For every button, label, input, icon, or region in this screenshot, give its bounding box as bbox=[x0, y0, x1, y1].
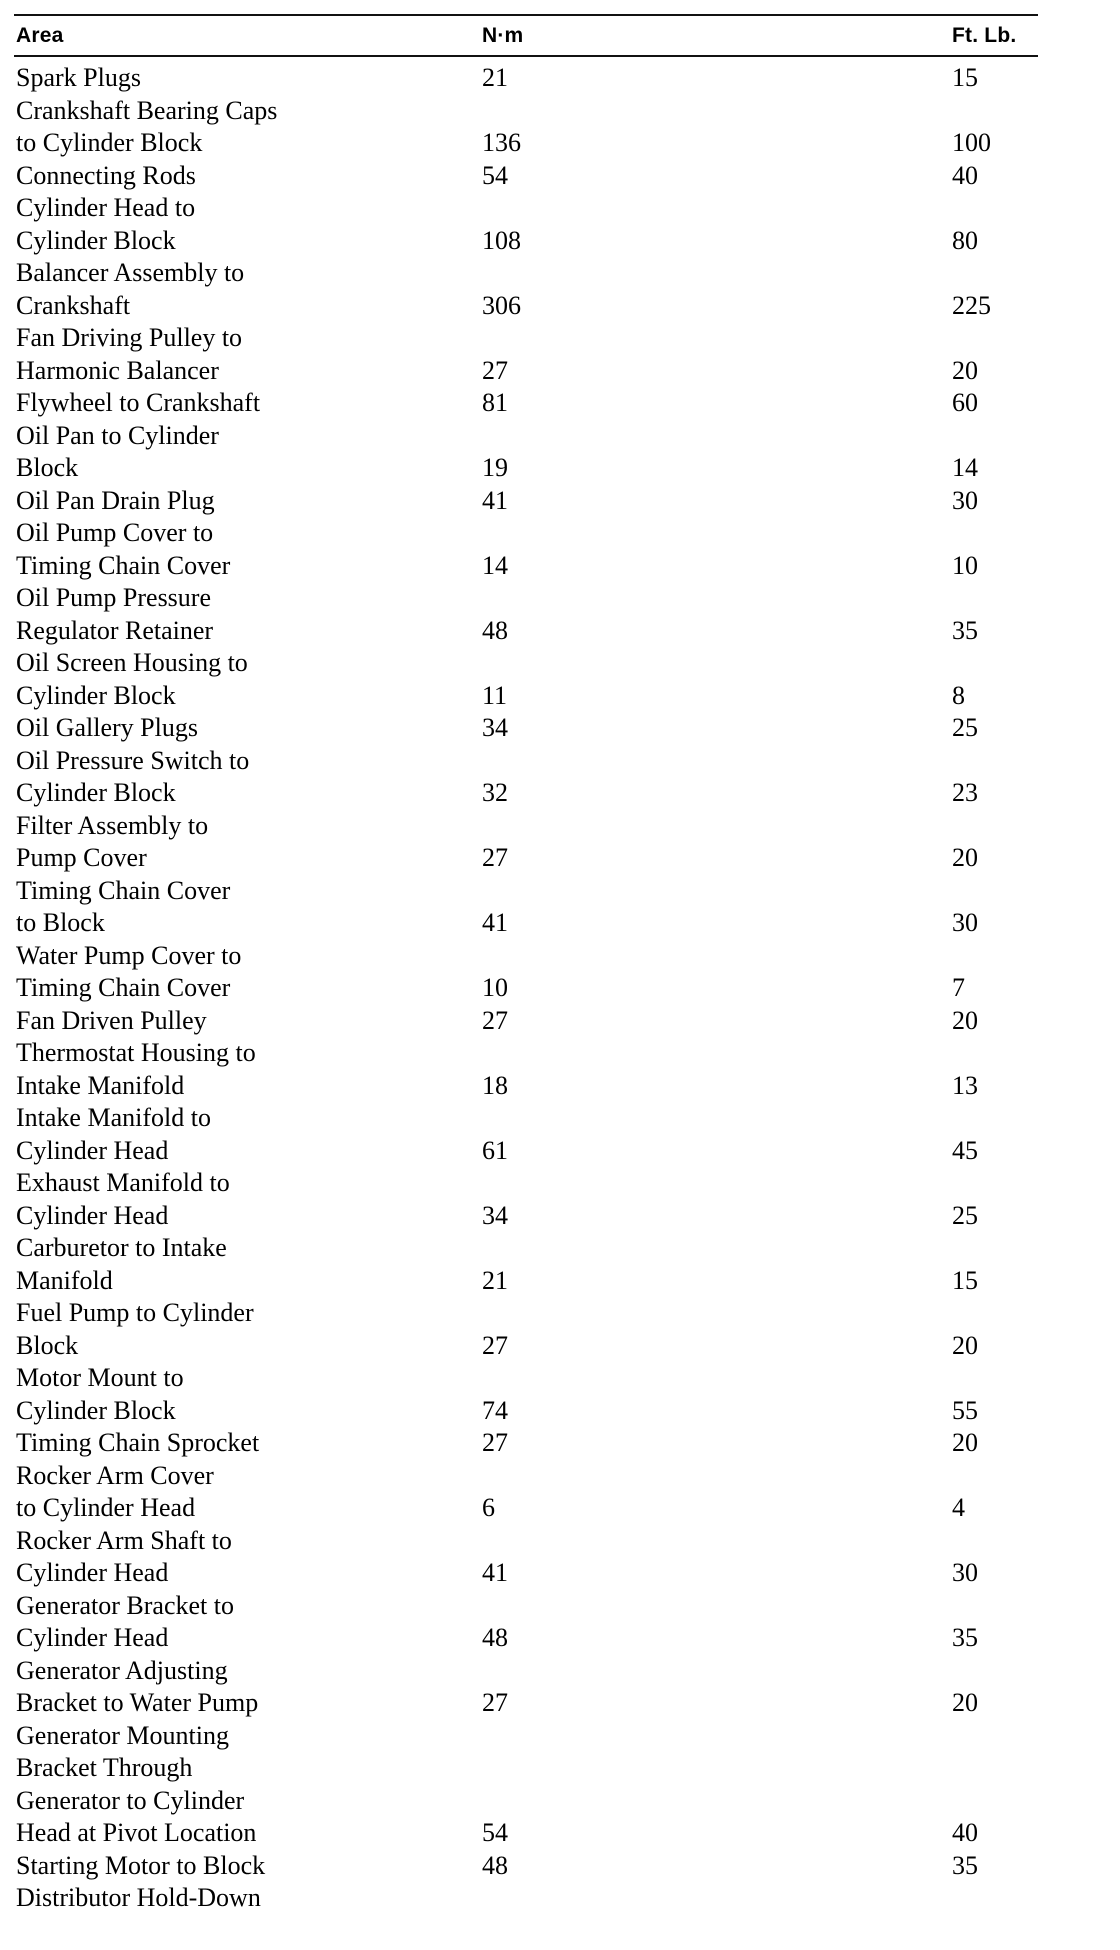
newton-meters-cell: 27 bbox=[482, 843, 508, 872]
area-text-line: to Cylinder Block bbox=[16, 128, 203, 157]
area-text-line: Generator to Cylinder bbox=[16, 1785, 245, 1815]
area-cell bbox=[16, 1427, 259, 1460]
newton-meters-cell: 74 bbox=[482, 1395, 508, 1425]
newton-meters-cell: 27 bbox=[482, 1428, 508, 1457]
area-text-line: Regulator Retainer bbox=[16, 615, 214, 645]
area-text-line: Fan Driving Pulley to bbox=[16, 323, 243, 352]
foot-pounds-cell: 20 bbox=[952, 1005, 978, 1035]
table-row bbox=[0, 1882, 1120, 1915]
table-row bbox=[0, 1427, 1120, 1460]
area-cell bbox=[16, 1720, 256, 1850]
area-text-line: Fan Driven Pulley bbox=[16, 1005, 207, 1035]
newton-meters-cell: 136 bbox=[482, 128, 521, 157]
area-text-line: Rocker Arm Cover bbox=[16, 1460, 214, 1490]
area-text-line: Filter Assembly to bbox=[16, 810, 209, 840]
torque-table-body bbox=[0, 62, 1120, 1915]
area-text-line: Timing Chain Sprocket bbox=[16, 1428, 260, 1457]
area-cell bbox=[16, 940, 241, 1005]
area-text-line: Cylinder Head bbox=[16, 1200, 169, 1230]
table-row bbox=[0, 810, 1120, 875]
foot-pounds-cell: 20 bbox=[952, 355, 978, 385]
newton-meters-cell: 48 bbox=[482, 1850, 508, 1880]
area-cell bbox=[16, 712, 198, 745]
table-row bbox=[0, 745, 1120, 810]
area-cell bbox=[16, 1882, 261, 1915]
area-text-line: Cylinder Block bbox=[16, 778, 176, 807]
area-cell bbox=[16, 160, 196, 193]
area-text-line: Pump Cover bbox=[16, 843, 147, 872]
area-cell bbox=[16, 257, 244, 322]
newton-meters-cell: 54 bbox=[482, 1818, 508, 1847]
area-cell bbox=[16, 1590, 234, 1655]
area-text-line: Block bbox=[16, 1330, 79, 1360]
newton-meters-cell: 48 bbox=[482, 615, 508, 645]
newton-meters-cell: 27 bbox=[482, 1688, 508, 1717]
area-text-line: Oil Pump Pressure bbox=[16, 583, 211, 612]
foot-pounds-cell: 35 bbox=[952, 615, 978, 645]
area-text-line: to Block bbox=[16, 908, 105, 937]
table-row bbox=[0, 875, 1120, 940]
area-cell bbox=[16, 810, 208, 875]
newton-meters-cell: 6 bbox=[482, 1493, 495, 1522]
foot-pounds-cell: 8 bbox=[952, 680, 965, 710]
table-row bbox=[0, 1362, 1120, 1427]
area-text-line: Intake Manifold bbox=[16, 1070, 185, 1100]
newton-meters-cell: 18 bbox=[482, 1070, 508, 1100]
area-text-line: Cylinder Block bbox=[16, 1395, 176, 1425]
area-text-line: Oil Pan Drain Plug bbox=[16, 485, 215, 515]
area-text-line: Carburetor to Intake bbox=[16, 1233, 227, 1262]
foot-pounds-cell: 60 bbox=[952, 388, 978, 417]
area-text-line: Generator Adjusting bbox=[16, 1655, 228, 1685]
table-row bbox=[0, 420, 1120, 485]
newton-meters-cell: 81 bbox=[482, 388, 508, 417]
table-row bbox=[0, 192, 1120, 257]
foot-pounds-cell: 15 bbox=[952, 63, 978, 92]
foot-pounds-cell: 80 bbox=[952, 225, 978, 255]
area-cell bbox=[16, 1655, 258, 1720]
newton-meters-cell: 306 bbox=[482, 290, 521, 320]
area-text-line: Generator Mounting bbox=[16, 1720, 230, 1750]
foot-pounds-cell: 15 bbox=[952, 1265, 978, 1295]
foot-pounds-cell: 40 bbox=[952, 1818, 978, 1847]
foot-pounds-cell: 40 bbox=[952, 160, 978, 190]
area-cell bbox=[16, 1850, 265, 1883]
area-cell bbox=[16, 1037, 256, 1102]
area-text-line: Flywheel to Crankshaft bbox=[16, 388, 261, 417]
foot-pounds-cell: 7 bbox=[952, 973, 965, 1002]
table-row bbox=[0, 257, 1120, 322]
newton-meters-cell: 61 bbox=[482, 1135, 508, 1165]
area-cell bbox=[16, 647, 248, 712]
foot-pounds-cell: 45 bbox=[952, 1135, 978, 1165]
header-area: Area bbox=[16, 24, 64, 47]
newton-meters-cell: 34 bbox=[482, 1200, 508, 1230]
area-text-line: Cylinder Head bbox=[16, 1558, 169, 1587]
header-newton-meters: N·m bbox=[482, 24, 524, 47]
table-row bbox=[0, 160, 1120, 193]
area-text-line: Rocker Arm Shaft to bbox=[16, 1525, 232, 1555]
area-text-line: Motor Mount to bbox=[16, 1363, 184, 1392]
foot-pounds-cell: 35 bbox=[952, 1850, 978, 1880]
area-text-line: Oil Pump Cover to bbox=[16, 518, 214, 547]
area-text-line: Oil Screen Housing to bbox=[16, 648, 248, 677]
area-cell bbox=[16, 1297, 254, 1362]
newton-meters-cell: 48 bbox=[482, 1623, 508, 1652]
foot-pounds-cell: 35 bbox=[952, 1623, 978, 1652]
table-row bbox=[0, 582, 1120, 647]
table-row bbox=[0, 1525, 1120, 1590]
area-text-line: Oil Pressure Switch to bbox=[16, 745, 250, 775]
header-bottom-rule bbox=[14, 55, 1038, 57]
area-text-line: Cylinder Block bbox=[16, 225, 176, 255]
area-cell bbox=[16, 875, 230, 940]
area-text-line: Bracket to Water Pump bbox=[16, 1688, 259, 1717]
foot-pounds-cell: 25 bbox=[952, 1200, 978, 1230]
foot-pounds-cell: 25 bbox=[952, 713, 978, 742]
area-text-line: Balancer Assembly to bbox=[16, 258, 245, 287]
foot-pounds-cell: 4 bbox=[952, 1493, 965, 1522]
area-text-line: Cylinder Head bbox=[16, 1623, 169, 1652]
foot-pounds-cell: 20 bbox=[952, 843, 978, 872]
foot-pounds-cell: 20 bbox=[952, 1330, 978, 1360]
table-row bbox=[0, 1655, 1120, 1720]
newton-meters-cell: 10 bbox=[482, 973, 508, 1002]
newton-meters-cell: 27 bbox=[482, 1005, 508, 1035]
newton-meters-cell: 108 bbox=[482, 225, 521, 255]
foot-pounds-cell: 100 bbox=[952, 128, 991, 157]
newton-meters-cell: 21 bbox=[482, 63, 508, 92]
newton-meters-cell: 34 bbox=[482, 713, 508, 742]
area-text-line: Connecting Rods bbox=[16, 160, 196, 190]
area-text-line: Timing Chain Cover bbox=[16, 973, 231, 1002]
area-text-line: Spark Plugs bbox=[16, 63, 141, 92]
area-text-line: Crankshaft bbox=[16, 290, 131, 320]
header-top-rule bbox=[14, 14, 1038, 16]
area-cell bbox=[16, 1460, 214, 1525]
table-row bbox=[0, 1167, 1120, 1232]
table-row bbox=[0, 1037, 1120, 1102]
area-text-line: Cylinder Head to bbox=[16, 193, 196, 222]
area-text-line: Thermostat Housing to bbox=[16, 1038, 256, 1067]
newton-meters-cell: 11 bbox=[482, 680, 508, 710]
table-row bbox=[0, 1102, 1120, 1167]
area-cell bbox=[16, 1525, 232, 1590]
foot-pounds-cell: 225 bbox=[952, 290, 991, 320]
table-row bbox=[0, 712, 1120, 745]
table-row bbox=[0, 1005, 1120, 1038]
area-cell bbox=[16, 62, 141, 95]
area-text-line: Generator Bracket to bbox=[16, 1590, 235, 1620]
newton-meters-cell: 41 bbox=[482, 485, 508, 515]
newton-meters-cell: 41 bbox=[482, 1558, 508, 1587]
area-text-line: Timing Chain Cover bbox=[16, 875, 231, 905]
foot-pounds-cell: 20 bbox=[952, 1688, 978, 1717]
foot-pounds-cell: 10 bbox=[952, 550, 978, 580]
area-cell bbox=[16, 1005, 207, 1038]
area-cell bbox=[16, 582, 213, 647]
foot-pounds-cell: 55 bbox=[952, 1395, 978, 1425]
header-foot-pounds: Ft. Lb. bbox=[952, 24, 1017, 47]
area-text-line: Distributor Hold-Down bbox=[16, 1883, 261, 1912]
area-text-line: Harmonic Balancer bbox=[16, 355, 219, 385]
table-row bbox=[0, 940, 1120, 1005]
foot-pounds-cell: 30 bbox=[952, 485, 978, 515]
table-row bbox=[0, 1590, 1120, 1655]
area-text-line: Oil Pan to Cylinder bbox=[16, 420, 219, 450]
area-cell bbox=[16, 387, 260, 420]
table-row bbox=[0, 322, 1120, 387]
area-text-line: Head at Pivot Location bbox=[16, 1818, 257, 1847]
table-row bbox=[0, 387, 1120, 420]
area-cell bbox=[16, 1232, 227, 1297]
newton-meters-cell: 27 bbox=[482, 1330, 508, 1360]
area-text-line: Exhaust Manifold to bbox=[16, 1168, 230, 1197]
area-cell bbox=[16, 745, 249, 810]
area-cell bbox=[16, 1102, 211, 1167]
area-text-line: Starting Motor to Block bbox=[16, 1850, 266, 1880]
foot-pounds-cell: 20 bbox=[952, 1428, 978, 1457]
area-cell bbox=[16, 192, 195, 257]
foot-pounds-cell: 14 bbox=[952, 453, 978, 482]
area-text-line: Fuel Pump to Cylinder bbox=[16, 1298, 254, 1327]
area-text-line: Crankshaft Bearing Caps bbox=[16, 95, 278, 125]
area-cell bbox=[16, 517, 230, 582]
table-row bbox=[0, 1850, 1120, 1883]
table-row bbox=[0, 1720, 1120, 1850]
area-text-line: to Cylinder Head bbox=[16, 1493, 196, 1522]
area-text-line: Intake Manifold to bbox=[16, 1103, 211, 1132]
foot-pounds-cell: 13 bbox=[952, 1070, 978, 1100]
area-text-line: Cylinder Block bbox=[16, 680, 176, 710]
area-cell bbox=[16, 485, 215, 518]
foot-pounds-cell: 30 bbox=[952, 1558, 978, 1587]
table-row bbox=[0, 95, 1120, 160]
newton-meters-cell: 19 bbox=[482, 453, 508, 482]
newton-meters-cell: 32 bbox=[482, 778, 508, 807]
table-row bbox=[0, 1297, 1120, 1362]
table-row bbox=[0, 1232, 1120, 1297]
area-text-line: Manifold bbox=[16, 1265, 113, 1295]
area-cell bbox=[16, 1167, 230, 1232]
newton-meters-cell: 54 bbox=[482, 160, 508, 190]
table-row bbox=[0, 647, 1120, 712]
table-row bbox=[0, 1460, 1120, 1525]
newton-meters-cell: 14 bbox=[482, 550, 508, 580]
area-text-line: Bracket Through bbox=[16, 1753, 193, 1782]
table-row bbox=[0, 517, 1120, 582]
table-row bbox=[0, 62, 1120, 95]
area-text-line: Oil Gallery Plugs bbox=[16, 713, 198, 742]
newton-meters-cell: 27 bbox=[482, 355, 508, 385]
area-cell bbox=[16, 95, 277, 160]
foot-pounds-cell: 30 bbox=[952, 908, 978, 937]
area-text-line: Timing Chain Cover bbox=[16, 550, 231, 580]
newton-meters-cell: 41 bbox=[482, 908, 508, 937]
area-cell bbox=[16, 420, 219, 485]
table-row bbox=[0, 485, 1120, 518]
newton-meters-cell: 21 bbox=[482, 1265, 508, 1295]
area-text-line: Block bbox=[16, 453, 79, 482]
area-text-line: Cylinder Head bbox=[16, 1135, 169, 1165]
foot-pounds-cell: 23 bbox=[952, 778, 978, 807]
area-text-line: Water Pump Cover to bbox=[16, 940, 242, 970]
area-cell bbox=[16, 322, 242, 387]
area-cell bbox=[16, 1362, 184, 1427]
